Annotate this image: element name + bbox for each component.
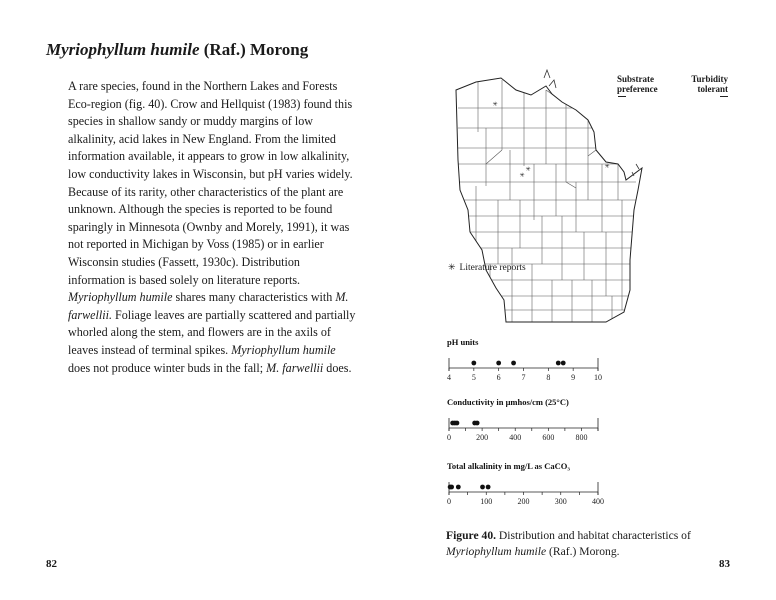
caption-species: Myriophyllum humile: [446, 545, 547, 558]
species-reference: M. farwellii.: [68, 290, 349, 322]
body-text: Foliage leaves are partially scattered and partially whorled along the stem, and flowers are in the axils of leaves instead of terminal spikes.: [68, 307, 356, 357]
wisconsin-county-map: [446, 60, 646, 345]
data-point: [496, 361, 501, 366]
tick-label: 6: [496, 373, 501, 382]
plot-title: Conductivity in μmhos/cm (25°C): [447, 397, 569, 407]
tick-label: 300: [554, 497, 567, 506]
body-text: does.: [323, 360, 352, 375]
habitat-plot: [447, 337, 602, 382]
figure-label: Figure 40.: [446, 529, 497, 542]
body-text: does not produce winter buds in the fall;: [68, 360, 267, 375]
caption-authority: (Raf.) Morong.: [546, 545, 620, 558]
species-reference: Myriophyllum humile: [68, 290, 173, 305]
data-point: [456, 485, 461, 490]
page-number-right: 83: [719, 558, 730, 570]
literature-reports-label: Literature reports: [459, 263, 526, 273]
species-name: Myriophyllum humile: [46, 40, 200, 59]
tick-label: 8: [546, 373, 551, 382]
tick-label: 800: [575, 433, 588, 442]
tick-label: 0: [447, 433, 451, 442]
data-point: [511, 361, 516, 366]
tick-label: 100: [480, 497, 493, 506]
data-point: [471, 361, 476, 366]
species-reference: M. farwellii: [266, 360, 324, 375]
tick-label: 5: [471, 373, 476, 382]
data-point: [480, 485, 485, 490]
tick-label: 10: [594, 373, 602, 382]
habitat-plot: [447, 397, 598, 442]
report-marker: ✳: [525, 166, 531, 173]
map-legend: [448, 262, 526, 273]
data-point: [486, 485, 491, 490]
data-point: [475, 421, 480, 426]
tick-label: 400: [509, 433, 522, 442]
tick-label: 7: [521, 373, 526, 382]
habitat-plot: [447, 461, 604, 506]
body-text: A rare species, found in the Northern Lakes and Forests Eco-region (fig. 40). Crow and Hellquist (1983) found this species in shallow sandy or muddy margins of low alkalinity, acid lakes in New England. From the limited information available, it appears to grow in low alkalinity, low conductivity lakes in Wisconsin, but pH varies widely. Because of its rarity, other characteristics of the plant are unknown. Although the species is reported to be found sparingly in Minnesota (Ownby and Morely, 1991), it was not reported in Michigan by Voss (1985) or in earlier Wisconsin studies (Fassett, 1930c). Distribution information is based solely on literature reports.: [68, 79, 353, 287]
turbidity-tolerant-heading: Turbidity tolerant: [691, 74, 728, 94]
data-point: [449, 485, 454, 490]
door-peninsula-islands: [632, 164, 639, 176]
report-marker: ✳: [604, 163, 610, 170]
data-point: [561, 361, 566, 366]
caption-text: Distribution and habitat characteristics of: [496, 529, 691, 542]
tick-label: 200: [517, 497, 530, 506]
species-description: [68, 78, 358, 377]
report-marker: ✳: [519, 172, 525, 179]
substrate-value-dash: [618, 96, 626, 97]
data-point: [556, 361, 561, 366]
tick-label: 9: [571, 373, 576, 382]
county-borders: [458, 80, 636, 322]
tick-label: 200: [476, 433, 489, 442]
body-text: shares many characteristics with: [172, 290, 336, 305]
tick-label: 4: [447, 373, 451, 382]
species-reference: Myriophyllum humile: [231, 342, 336, 357]
page-number-left: 82: [46, 558, 57, 570]
tick-label: 600: [542, 433, 555, 442]
apostle-islands: [544, 70, 556, 88]
plot-title: Total alkalinity in mg/L as CaCO₃: [447, 461, 570, 471]
habitat-dot-plots: [440, 330, 620, 510]
turbidity-value-dash: [720, 96, 728, 97]
tick-label: 0: [447, 497, 451, 506]
species-authority: (Raf.) Morong: [199, 40, 309, 59]
data-point: [455, 421, 460, 426]
literature-report-marker-icon: ✳: [448, 262, 456, 272]
substrate-preference-heading: Substrate preference: [617, 74, 658, 94]
plot-title: pH units: [447, 337, 479, 347]
tick-label: 400: [592, 497, 604, 506]
species-title: [46, 40, 308, 60]
figure-caption: [446, 528, 741, 560]
description-paragraph: [68, 78, 358, 377]
report-marker: ✳: [492, 101, 498, 108]
